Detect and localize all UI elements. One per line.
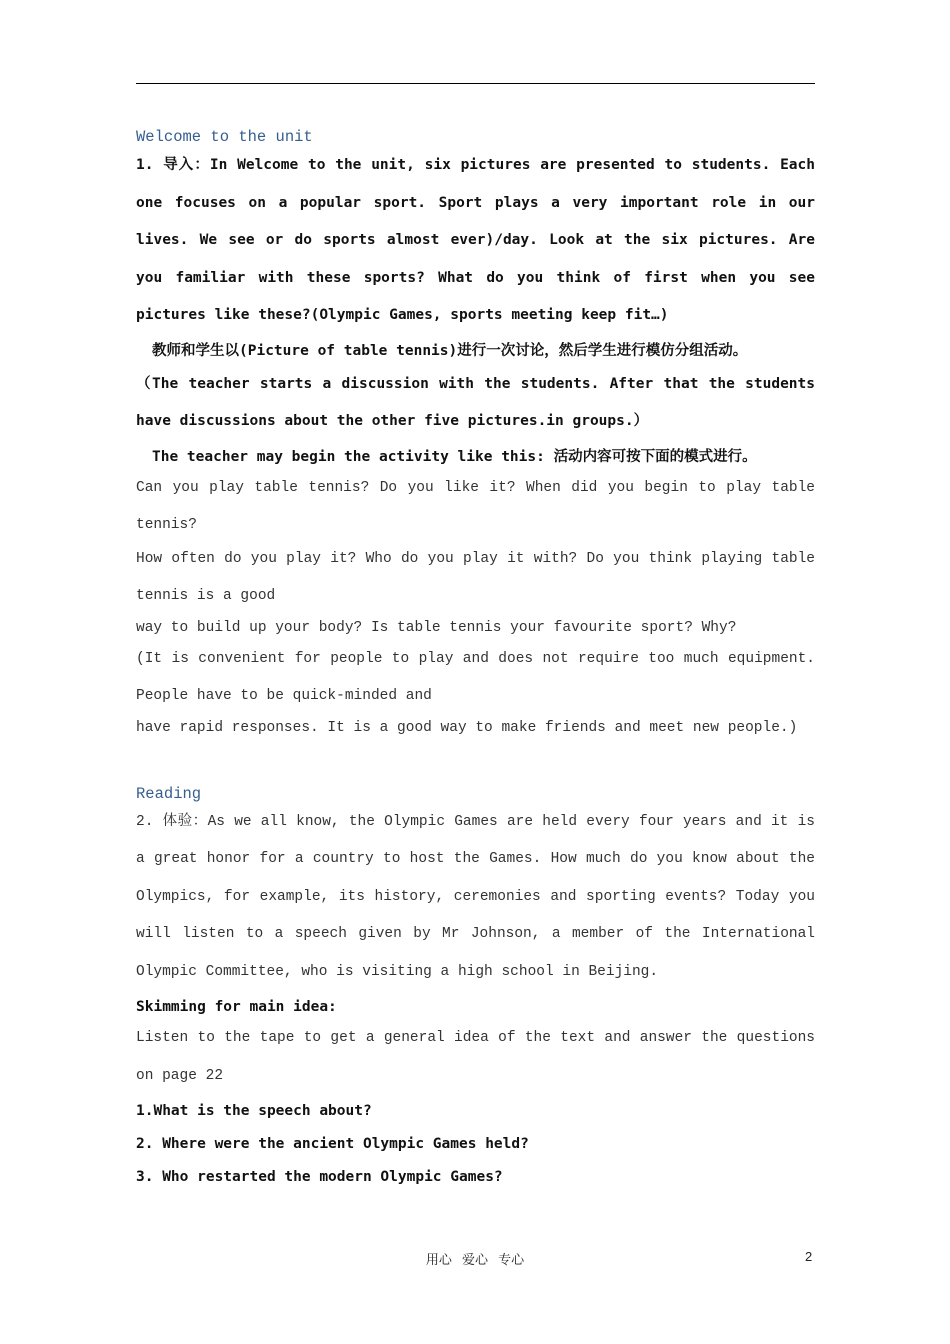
footer-motto: 用心 爱心 专心 xyxy=(425,1253,525,1268)
sample-question-2: How often do you play it? Who do you play it with? Do you think playing table tennis is a good xyxy=(136,550,815,604)
discussion-en: （The teacher starts a discussion with the students. After that the students have discussions about the other five pictures.in groups.） xyxy=(136,375,815,429)
reading-heading: Reading xyxy=(136,784,202,803)
question-1: 1.What is the speech about? xyxy=(136,1103,372,1119)
header-rule xyxy=(136,83,815,84)
skimming-title: Skimming for main idea: xyxy=(136,999,337,1015)
page-content xyxy=(136,126,815,1194)
welcome-intro-paragraph: 1. 导入：In Welcome to the unit, six pictures are presented to students. Each one focuses on a popular sport. Sport plays a very important role in our lives. We see or do sports almost ever)/day. Look at the six pictures. Are you familiar with these sports? What do you think of first when you see pictures like these?(Olympic Games, sports meeting keep fit…) xyxy=(136,157,815,323)
sample-answer-2: have rapid responses. It is a good way to make friends and meet new people.) xyxy=(136,719,798,736)
sample-question-1: Can you play table tennis? Do you like it? When did you begin to play table tennis? xyxy=(136,479,815,533)
reading-intro-paragraph: 2. 体验：As we all know, the Olympic Games are held every four years and it is a great honor for a country to host the Games. How much do you know about the Olympics, for example, its history, ceremonies and sporting events? Today you will listen to a speech given by Mr Johnson, a member of the International Olympic Committee, who is visiting a high school in Beijing. xyxy=(136,813,815,980)
question-3: 3. Who restarted the modern Olympic Games? xyxy=(136,1169,503,1185)
question-2: 2. Where were the ancient Olympic Games held? xyxy=(136,1136,529,1152)
skimming-instruction: Listen to the tape to get a general idea of the text and answer the questions on page 22 xyxy=(136,1030,815,1084)
activity-intro: The teacher may begin the activity like this: 活动内容可按下面的模式进行。 xyxy=(152,448,757,465)
sample-answer-1: (It is convenient for people to play and does not require too much equipment. People have to be quick-minded and xyxy=(136,650,815,704)
page-number: 2 xyxy=(805,1249,813,1264)
discussion-cn: 教师和学生以(Picture of table tennis)进行一次讨论，然后学生进行模仿分组活动。 xyxy=(152,342,748,359)
welcome-heading: Welcome to the unit xyxy=(136,128,313,146)
sample-question-3: way to build up your body? Is table tennis your favourite sport? Why? xyxy=(136,619,737,636)
